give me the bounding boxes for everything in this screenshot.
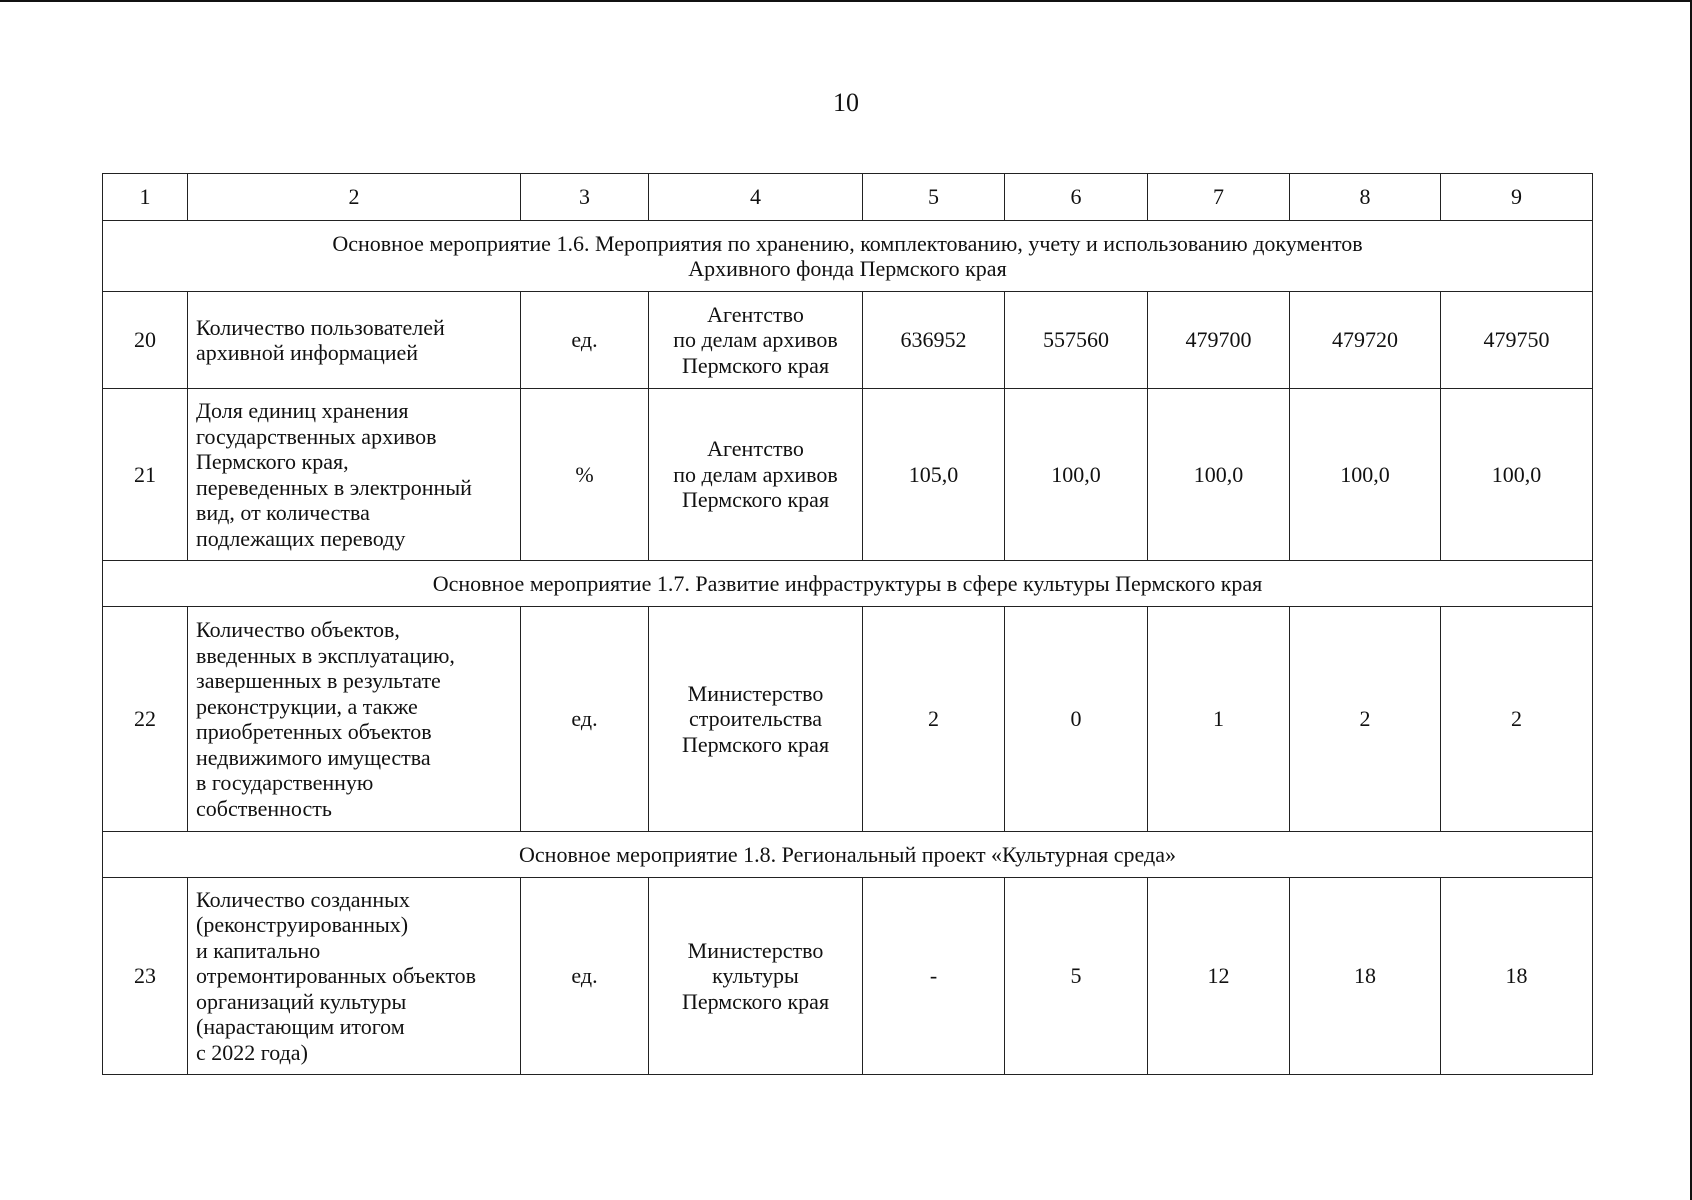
page-number: 10 [833, 88, 859, 117]
column-number: 9 [1441, 174, 1593, 221]
row-number: 23 [103, 878, 188, 1075]
section-title: Основное мероприятие 1.7. Развитие инфраструктуры в сфере культуры Пермского края [103, 561, 1593, 607]
value-cell: 557560 [1005, 292, 1148, 389]
unit-cell: ед. [521, 607, 649, 832]
unit-cell: % [521, 389, 649, 561]
value-cell: 2 [863, 607, 1005, 832]
table-row [103, 607, 1593, 832]
scan-top-edge [0, 0, 1692, 2]
value-cell: 18 [1441, 878, 1593, 1075]
unit-cell: ед. [521, 878, 649, 1075]
agency-cell: Агентство по делам архивов Пермского края [649, 292, 863, 389]
indicator-name: Количество созданных (реконструированных) и капитально отремонтированных объектов организаций культуры (нарастающим итогом с 2022 года) [188, 878, 521, 1075]
value-cell: 100,0 [1005, 389, 1148, 561]
table-row [103, 292, 1593, 389]
column-number: 8 [1290, 174, 1441, 221]
value-cell: - [863, 878, 1005, 1075]
unit-cell: ед. [521, 292, 649, 389]
section-title: Основное мероприятие 1.8. Региональный проект «Культурная среда» [103, 832, 1593, 878]
column-number-row [103, 174, 1593, 221]
agency-cell: Министерство культуры Пермского края [649, 878, 863, 1075]
section-row [103, 561, 1593, 607]
section-row [103, 221, 1593, 292]
value-cell: 12 [1148, 878, 1290, 1075]
row-number: 20 [103, 292, 188, 389]
agency-cell: Министерство строительства Пермского края [649, 607, 863, 832]
indicator-name: Количество объектов, введенных в эксплуатацию, завершенных в результате реконструкции, а также приобретенных объектов недвижимого имущества в государственную собственность [188, 607, 521, 832]
value-cell: 479700 [1148, 292, 1290, 389]
column-number: 4 [649, 174, 863, 221]
agency-cell: Агентство по делам архивов Пермского края [649, 389, 863, 561]
value-cell: 0 [1005, 607, 1148, 832]
table-row [103, 389, 1593, 561]
value-cell: 479750 [1441, 292, 1593, 389]
value-cell: 479720 [1290, 292, 1441, 389]
column-number: 5 [863, 174, 1005, 221]
value-cell: 100,0 [1290, 389, 1441, 561]
section-title: Основное мероприятие 1.6. Мероприятия по хранению, комплектованию, учету и использованию документов Архивного фонда Пермского края [103, 221, 1593, 292]
value-cell: 2 [1441, 607, 1593, 832]
indicators-table [102, 173, 1593, 1075]
row-number: 22 [103, 607, 188, 832]
indicator-name: Доля единиц хранения государственных архивов Пермского края, переведенных в электронный вид, от количества подлежащих переводу [188, 389, 521, 561]
value-cell: 5 [1005, 878, 1148, 1075]
value-cell: 100,0 [1148, 389, 1290, 561]
value-cell: 636952 [863, 292, 1005, 389]
column-number: 7 [1148, 174, 1290, 221]
table-row [103, 878, 1593, 1075]
column-number: 1 [103, 174, 188, 221]
value-cell: 1 [1148, 607, 1290, 832]
row-number: 21 [103, 389, 188, 561]
column-number: 2 [188, 174, 521, 221]
value-cell: 105,0 [863, 389, 1005, 561]
column-number: 6 [1005, 174, 1148, 221]
value-cell: 18 [1290, 878, 1441, 1075]
value-cell: 2 [1290, 607, 1441, 832]
section-row [103, 832, 1593, 878]
column-number: 3 [521, 174, 649, 221]
indicator-name: Количество пользователей архивной информацией [188, 292, 521, 389]
value-cell: 100,0 [1441, 389, 1593, 561]
